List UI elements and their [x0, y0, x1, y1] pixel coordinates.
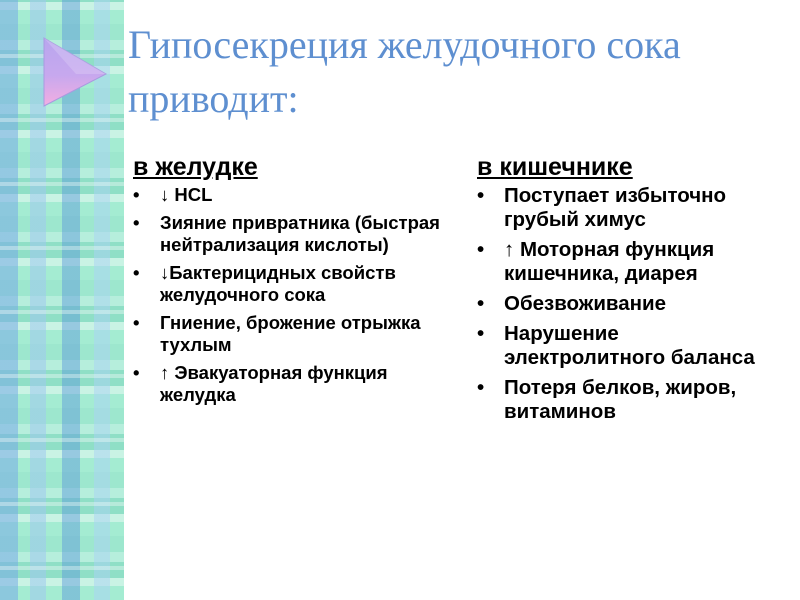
- column-heading-stomach: в желудке: [133, 153, 258, 181]
- bullet-icon: •: [133, 184, 140, 205]
- play-triangle-icon: [36, 34, 112, 110]
- bullet-icon: •: [133, 361, 140, 383]
- bullet-icon: •: [133, 211, 140, 233]
- list-item: [133, 212, 443, 257]
- list-item-text: ↑ Моторная функция кишечника, диарея: [504, 238, 715, 285]
- list-item: [477, 376, 777, 424]
- list-item: [477, 292, 777, 316]
- bullet-icon: •: [477, 238, 485, 261]
- list-item: [477, 238, 777, 286]
- list-item-text: Нарушение электролитного баланса: [504, 322, 755, 369]
- slide-title: Гипосекреция желудочного сока приводит:: [128, 22, 681, 121]
- bullet-icon: •: [477, 184, 485, 207]
- list-item-text: Гниение, брожение отрыжка тухлым: [160, 311, 421, 355]
- list-item: [477, 184, 777, 232]
- list-item: [133, 184, 443, 207]
- bullet-icon: •: [133, 311, 140, 333]
- bullet-icon: •: [477, 376, 485, 399]
- list-item-text: Потеря белков, жиров, витаминов: [504, 376, 737, 423]
- bullet-icon: •: [477, 292, 485, 315]
- list-stomach: [133, 184, 443, 407]
- list-item: [477, 322, 777, 370]
- column-heading-intestine: в кишечнике: [477, 153, 633, 181]
- bullet-icon: •: [477, 322, 485, 345]
- column-stomach: [133, 152, 443, 412]
- list-item: [133, 362, 443, 407]
- list-intestine: [477, 184, 777, 424]
- list-item-text: Обезвоживание: [504, 292, 667, 315]
- column-intestine: [477, 152, 777, 430]
- list-item: [133, 312, 443, 357]
- bullet-icon: •: [133, 261, 140, 283]
- list-item: [133, 262, 443, 307]
- list-item-text: Зияние привратника (быстрая нейтрализация кислоты): [160, 211, 440, 255]
- list-item-text: ↓ HCL: [160, 184, 213, 205]
- list-item-text: Поступает избыточно грубый химус: [504, 184, 727, 231]
- list-item-text: ↓Бактерицидных свойств желудочного сока: [160, 261, 396, 305]
- list-item-text: ↑ Эвакуаторная функция желудка: [160, 361, 388, 405]
